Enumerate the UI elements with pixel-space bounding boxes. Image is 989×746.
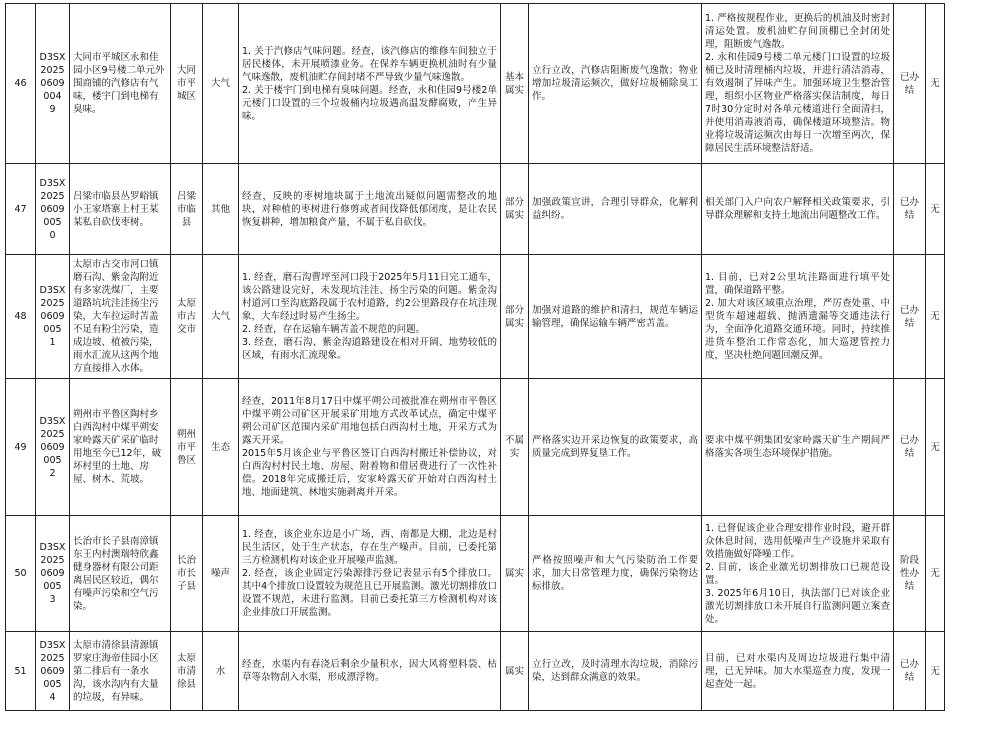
region-cell: 太原市古交市 — [171, 255, 203, 379]
rectification-goal-cell: 严格按照噪声和大气污染防治工作要求，加大日常管理力度，确保污染物达标排放。 — [529, 516, 702, 632]
rectification-progress-cell — [702, 255, 894, 379]
row-number-cell: 48 — [6, 255, 36, 379]
row-number-cell: 46 — [6, 4, 36, 164]
rectification-progress-cell — [702, 164, 894, 255]
progress-paragraph: 1. 严格按规程作业，更换后的机油及时密封清运处置。废机油贮存间顶棚已全封闭处理，阻断废气逸散。 — [705, 13, 890, 50]
accountability-cell: 无 — [926, 516, 945, 632]
status-cell: 已办结 — [894, 255, 926, 379]
progress-paragraph: 2. 目前，该企业激光切割排放口已规范设置。 — [705, 561, 890, 586]
investigation-findings-cell — [239, 632, 501, 711]
region-cell: 长治市长子县 — [171, 516, 203, 632]
verdict-cell: 属实 — [501, 632, 529, 711]
case-code-cell: D3SX20250609004 9 — [36, 4, 70, 164]
finding-paragraph: 2015年5月该企业与平鲁区签订白西沟村搬迁补偿协议，对白西沟村村民土地、房屋、附着物和借居费进行了一次性补偿。2018年完成搬迁后，安家岭露天矿开始对白西沟村土地、地面建筑、林地实施剥离并开采。 — [242, 448, 497, 498]
progress-paragraph: 要求中煤平朔集团安家岭露天矿生产期间严格落实各项生态环境保护措施。 — [705, 435, 890, 459]
progress-paragraph: 1. 目前，已对2公里坑洼路面进行填平处置，确保道路平整。 — [705, 272, 890, 296]
row-number-cell: 50 — [6, 516, 36, 632]
pollution-type-cell: 大气 — [203, 4, 239, 164]
pollution-type-cell: 其他 — [203, 164, 239, 255]
rectification-progress-cell — [702, 632, 894, 711]
rectification-progress-cell — [702, 379, 894, 516]
finding-paragraph: 1. 经查，磨石沟曹坪至河口段于2025年5月11日完工通车，该公路建设完好，未发现坑洼洼、扬尘污染的问题。紫金沟村道河口至沟底路段属于农村道路，约2公里路段存在坑洼现象，大车经过时易产生扬尘。 — [242, 272, 497, 322]
verdict-cell: 部分属实 — [501, 164, 529, 255]
pollution-type-cell: 生态 — [203, 379, 239, 516]
region-cell: 朔州市平鲁区 — [171, 379, 203, 516]
case-code-cell: D3SX20250609005 0 — [36, 164, 70, 255]
progress-paragraph: 2. 加大对该区域重点治理，严厉查处重、中型货车超速超载、抛洒遗漏等交通违法行为，全面净化道路交通环境。同时，持续推进货车整治工作常态化，加大巡逻管控力度，坚决杜绝问题回潮反弹。 — [705, 298, 890, 361]
table-row — [6, 164, 945, 255]
finding-paragraph: 3. 经查，磨石沟、紫金沟道路建设在相对开阔、地势较低的区域，有雨水汇流现象。 — [242, 337, 497, 361]
status-cell: 已办结 — [894, 164, 926, 255]
table-row — [6, 632, 945, 711]
accountability-cell: 无 — [926, 632, 945, 711]
status-cell: 阶段性办结 — [894, 516, 926, 632]
investigation-findings-cell — [239, 164, 501, 255]
table-body — [6, 4, 945, 711]
finding-paragraph: 2. 关于楼宇门到电梯有臭味问题。经查，永和佳园9号楼2单元楼门口设置的三个垃圾桶内垃圾遇高温发酵腐败，产生异味。 — [242, 84, 497, 122]
rectification-goal-cell: 立行立改，及时清理水沟垃圾，消除污染，达到群众满意的效果。 — [529, 632, 702, 711]
investigation-findings-cell — [239, 379, 501, 516]
verdict-cell: 部分属实 — [501, 255, 529, 379]
pollution-type-cell: 噪声 — [203, 516, 239, 632]
pollution-type-cell: 水 — [203, 632, 239, 711]
complaint-content-cell: 太原市古交市河口镇磨石沟、紫金沟附近有多家洗煤厂，主要道路坑坑洼洼扬尘污染，大车拉运时苫盖不足有粉尘污染，造成边坡、植被污染，雨水汇流从这两个地方直接排入水体。 — [70, 255, 171, 379]
row-number-cell: 51 — [6, 632, 36, 711]
finding-paragraph: 2. 经查，该企业固定污染源排污登记表显示有5个排放口。其中4个排放口设置较为规范且已开展监测。激光切割排放口设置不规范，未进行监测。目前已委托第三方检测机构对该企业排放口开展监测。 — [242, 568, 497, 618]
complaint-content-cell: 吕梁市临县丛罗峪镇小王家塔寨上村王某某私自砍伐枣树。 — [70, 164, 171, 255]
status-cell: 已办结 — [894, 4, 926, 164]
complaint-content-cell: 长治市长子县南漳镇东王内村澳瑞特欣鑫健身器材有限公司距离居民区较近，偶尔有噪声污染和空气污染。 — [70, 516, 171, 632]
finding-paragraph: 1. 关于汽修店气味问题。经查，该汽修店的维修车间独立于居民楼体，未开展喷漆业务。在保养车辆更换机油时有少量气味逸散，废机油贮存间封堵不严导致少量气味逸散。 — [242, 45, 497, 83]
finding-paragraph: 经查，2011年8月17日中煤平朔公司被批准在朔州市平鲁区中煤平朔公司矿区开展采矿用地方式改革试点，确定中煤平朔公司矿区范围内采矿用地包括白西沟村土地，开采方式为露天开采。 — [242, 396, 497, 446]
investigation-findings-cell — [239, 255, 501, 379]
table-row — [6, 516, 945, 632]
rectification-goal-cell: 加强政策宣讲，合理引导群众，化解利益纠纷。 — [529, 164, 702, 255]
progress-paragraph: 3. 2025年6月10日，执法部门已对该企业激光切割排放口未开展自行监测问题立案查处。 — [705, 587, 890, 625]
progress-paragraph: 1. 已督促该企业合理安排作业时段，避开群众休息时间，选用低噪声生产设施并采取有效措施做好降噪工作。 — [705, 522, 890, 560]
table-row — [6, 379, 945, 516]
rectification-goal-cell: 加强对道路的维护和清扫，规范车辆运输管理，确保运输车辆严密苫盖。 — [529, 255, 702, 379]
region-cell: 太原市清徐县 — [171, 632, 203, 711]
row-number-cell: 47 — [6, 164, 36, 255]
case-code-cell: D3SX20250609005 3 — [36, 516, 70, 632]
finding-paragraph: 2. 经查，存在运输车辆苫盖不规范的问题。 — [242, 324, 426, 335]
progress-paragraph: 相关部门入户向农户解释相关政策要求，引导群众理解和支持土地流出问题整改工作。 — [705, 197, 890, 221]
finding-paragraph: 经查，水渠内有春浇后剩余少量积水，因大风将塑料袋、枯草等杂物刮入水渠，形成漂浮物。 — [242, 659, 497, 683]
investigation-findings-cell — [239, 516, 501, 632]
case-code-cell: D3SX20250609005 2 — [36, 379, 70, 516]
accountability-cell: 无 — [926, 4, 945, 164]
verdict-cell: 基本属实 — [501, 4, 529, 164]
case-code-cell: D3SX20250609005 4 — [36, 632, 70, 711]
accountability-cell: 无 — [926, 379, 945, 516]
finding-paragraph: 1. 经查，该企业东边是小广场，西、南都是大棚，北边是村民生活区，处于生产状态，存在生产噪声。目前，已委托第三方检测机构对该企业开展噪声监测。 — [242, 529, 497, 566]
verdict-cell: 属实 — [501, 516, 529, 632]
accountability-cell: 无 — [926, 164, 945, 255]
rectification-progress-cell — [702, 4, 894, 164]
complaint-content-cell: 大同市平城区永和佳园小区9号楼二单元外围商铺的汽修店有气味，楼宇门到电梯有臭味。 — [70, 4, 171, 164]
table-row — [6, 255, 945, 379]
complaint-content-cell: 太原市清徐县清源镇罗家庄海帝佳园小区第二排后有一条水沟，该水沟内有大量的垃圾，有异味。 — [70, 632, 171, 711]
progress-paragraph: 2. 永和佳园9号楼二单元楼门口设置的垃圾桶已及时清理桶内垃圾，并进行清洁消毒，有效遏制了异味产生。加强环境卫生整治管理，组织小区物业严格落实保洁制度，每日7时30分定时对各单元楼道进行全面清扫，并使用消毒液消毒，确保楼道环境整洁。物业将垃圾清运频次由每日一次增至两次，保障居民生活环境整洁舒适。 — [705, 52, 890, 154]
rectification-goal-cell: 严格落实边开采边恢复的政策要求，高质量完成到界复垦工作。 — [529, 379, 702, 516]
complaint-content-cell: 朔州市平鲁区陶村乡白西沟村中煤平朔安家岭露天矿采矿临时用地至今已12年，破坏村里的土地、房屋、树木、荒坡。 — [70, 379, 171, 516]
row-number-cell: 49 — [6, 379, 36, 516]
status-cell: 已办结 — [894, 379, 926, 516]
status-cell: 已办结 — [894, 632, 926, 711]
progress-paragraph: 目前，已对水渠内及周边垃圾进行集中清理，已无异味。加大水渠巡查力度，发现一起查处一起。 — [705, 652, 890, 690]
finding-paragraph: 经查，反映的枣树地块属于土地流出疑似问题需整改的地块，对种植的枣树进行修剪或者间伐降低郁闭度，是让农民恢复耕种，增加粮食产量，不属于私自砍伐。 — [242, 190, 497, 228]
region-cell: 大同市平城区 — [171, 4, 203, 164]
region-cell: 吕梁市临县 — [171, 164, 203, 255]
table-row — [6, 4, 945, 164]
accountability-cell: 无 — [926, 255, 945, 379]
case-code-cell: D3SX20250609005 1 — [36, 255, 70, 379]
complaint-handling-table — [5, 3, 945, 711]
rectification-goal-cell: 立行立改，汽修店阻断废气逸散；物业增加垃圾清运频次，做好垃圾桶除臭工作。 — [529, 4, 702, 164]
pollution-type-cell: 大气 — [203, 255, 239, 379]
verdict-cell: 不属实 — [501, 379, 529, 516]
investigation-findings-cell — [239, 4, 501, 164]
rectification-progress-cell — [702, 516, 894, 632]
